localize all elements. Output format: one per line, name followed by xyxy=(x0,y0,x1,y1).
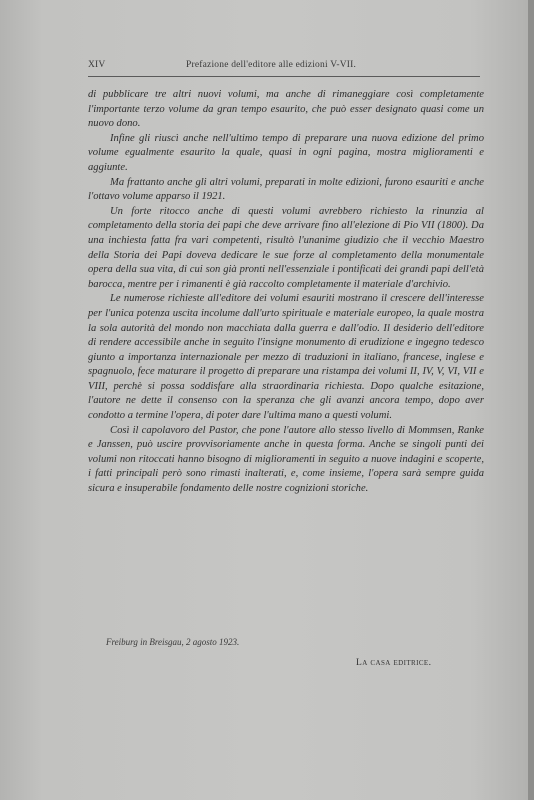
paragraph: di pubblicare tre altri nuovi volumi, ma anche di rimaneggiare così completamente l'importante terzo volume da gran tempo esaurito, che può esser designato quasi come un nuovo dono. xyxy=(88,89,484,130)
place-date: Freiburg in Breisgau, 2 agosto 1923. xyxy=(106,637,240,647)
signature: La casa editrice. xyxy=(356,658,432,668)
page-number: XIV xyxy=(88,60,106,70)
header-rule xyxy=(88,76,480,77)
page-gutter-shadow xyxy=(528,0,534,800)
running-header xyxy=(88,60,480,74)
paragraph: Così il capolavoro del Pastor, che pone l'autore allo stesso livello di Mommsen, Ranke e Janssen, può uscire provvisoriamente anche in questa forma. Anche se singoli punti dei volumi non ritoccati hanno bisogno di miglioramenti in seguito a nuove indagini e scoperte, i fatti principali però sono rimasti inalterati, e, come insieme, l'opera sarà sempre guida sicura e insuperabile fondamento delle nostre cognizioni storiche. xyxy=(88,424,484,495)
body-text xyxy=(88,88,484,497)
paragraph: Le numerose richieste all'editore dei volumi esauriti mostrano il crescere dell'interesse per l'unica potenza uscita incolume dall'urto spirituale e materiale europeo, la quale mostra la sola autorità del mondo non macchiata dalla guerra e dall'odio. Il desiderio dell'editore di rendere accessibile anche in seguito l'insigne monumento di erudizione e ingegno tedesco giunto a importanza internazionale per mezzo di traduzioni in italiano, francese, inglese e spagnuolo, fece maturare il progetto di preparare una ristampa dei volumi II, IV, V, VI, VII e VIII, perchè si possa soddisfare alla straordinaria richiesta. Dopo qualche esitazione, l'autore ne dette il consenso con la speranza che gli avanzi ancora tempo, dopo aver condotto a termine l'opera, di poter dare l'ultima mano a questi volumi. xyxy=(88,293,484,422)
paragraph: Infine gli riuscì anche nell'ultimo tempo di preparare una nuova edizione del primo volume egualmente esaurito la quale, quasi in ogni pagina, mostra miglioramenti e aggiunte. xyxy=(88,132,484,173)
paragraph: Ma frattanto anche gli altri volumi, preparati in molte edizioni, furono esauriti e anche l'ottavo volume apparso il 1921. xyxy=(88,176,484,203)
paragraph: Un forte ritocco anche di questi volumi avrebbero richiesto la rinunzia al completamento della storia dei papi che deve arrivare fino all'elezione di Pio VII (1800). Da una inchiesta fatta fra vari competenti, risultò l'unanime giudizio che il vecchio Maestro della Storia dei Papi doveva dedicare le sue forze al completamento della monumentale opera della sua vita, di cui son già pronti nell'essenziale i pontificati dei grandi papi dell'età barocca, mentre per i rimanenti è già raccolto completamente il materiale d'archivio. xyxy=(88,205,484,290)
running-title: Prefazione dell'editore alle edizioni V-VII. xyxy=(186,60,357,70)
